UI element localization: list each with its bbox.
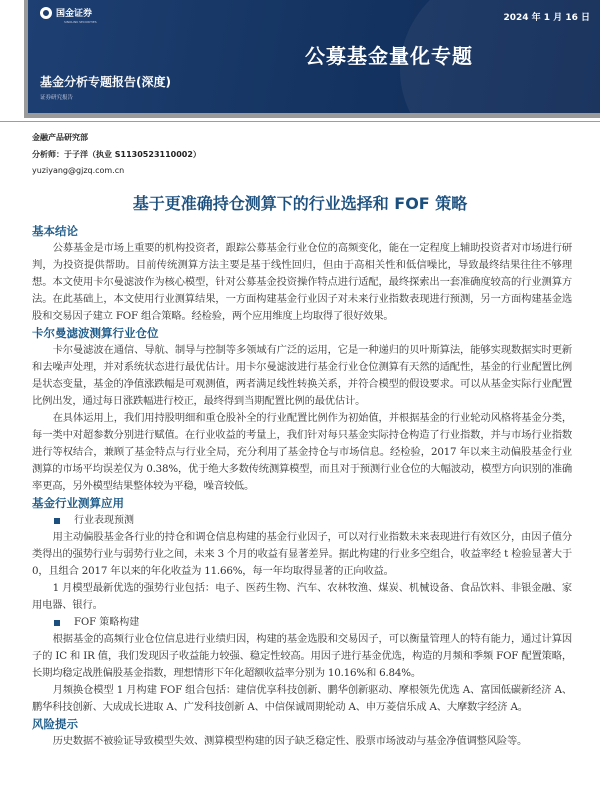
department: 金融产品研究部	[32, 133, 88, 142]
analyst-email[interactable]: yuziyang@gjzq.com.cn	[32, 166, 125, 175]
bullet-square-icon	[54, 620, 60, 626]
paragraph: 在具体运用上，我们用持股明细和重仓股补全的行业配置比例作为初始值，并根据基金的行业轮动风格将基金分类，每一类中对超参数分别进行赋值。在行业收益的考量上，我们针对每只基金实际持仓构造了行业指数，并与市场行业指数进行等权结合，兼顾了基金特点与行业全局，充分利用了基金持仓与市场信息。经检验，2017 年以来主动偏股基金行业测算的市场平均误差仅为 0.38%，优于绝大多数传统测算模型，而且对于预测行业仓位的大幅波动，模型方向识别的准确率更高，另外模型结果整体较为平稳，噪音较低。	[32, 412, 572, 492]
bullet-label: FOF 策略构建	[74, 617, 140, 628]
section-heading: 基本结论	[32, 224, 78, 238]
report-banner	[28, 0, 600, 113]
report-type: 证券研究报告	[40, 95, 74, 101]
report-body	[32, 223, 572, 750]
bullet-square-icon	[54, 518, 60, 524]
report-date: 2024 年 1 月 16 日	[503, 13, 590, 23]
divider	[0, 121, 600, 122]
analyst: 分析师：于子洋（执业 S1130523110002）	[32, 149, 201, 159]
paragraph: 历史数据不被验证导致模型失效、测算模型构建的因子缺乏稳定性、股票市场波动与基金净值调整风险等。	[52, 735, 528, 747]
banner-subtitle: 基金分析专题报告(深度)	[40, 75, 171, 89]
section-heading: 基金行业测算应用	[32, 496, 124, 510]
section-heading: 风险提示	[32, 717, 78, 731]
logo-name: 国金证券	[56, 9, 93, 19]
company-logo	[40, 6, 97, 24]
author-info	[32, 130, 201, 180]
paragraph: 根据基金的高频行业仓位信息进行业绩归因，构建的基金选股和交易因子，可以衡量管理人的特有能力，通过计算因子的 IC 和 IR 值，我们发现因子收益能力较强、稳定性较高。用因子进行基金优选，构造的月频和季频 FOF 配置策略，长期均稳定战胜偏股基金指数，理想情形下年化超额收益率分别为 10.16%和 6.84%。	[32, 633, 572, 679]
paragraph: 公募基金是市场上重要的机构投资者，跟踪公募基金行业仓位的高频变化，能在一定程度上辅助投资者对市场进行研判，为投资提供帮助。目前传统测算方法主要是基于线性回归，但由于高相关性和低信噪比，导致最终结果往往不够理想。本文使用卡尔曼滤波作为核心模型，针对公募基金投资操作特点进行适配，最终探索出一套准确度较高的行业测算方法。在此基础上，本文使用行业测算结果，一方面构建基金行业因子对未来行业指数表现进行预测，另一方面构建基金选股和交易因子建立 FOF 组合策略。经检验，两个应用维度上均取得了很好效果。	[32, 242, 572, 322]
bullet-label: 行业表现预测	[74, 515, 134, 526]
paragraph: 用主动偏股基金各行业的持仓和调仓信息构建的基金行业因子，可以对行业指数未来表现进行有效区分，由因子值分类得出的强势行业与弱势行业之间，未来 3 个月的收益有显著差异。据此构建的行业多空组合，收益率经 t 检验显著大于 0，且组合 2017 年以来的年化收益为 11.66%，每一年均取得显著的正向收益。	[32, 531, 572, 577]
logo-subtitle: SINOLINK SECURITIES	[64, 20, 97, 24]
paragraph: 月频换仓模型 1 月构建 FOF 组合包括：建信优享科技创新、鹏华创新驱动、摩根领先优选 A、富国低碳新经济 A、鹏华科技创新、大成成长进取 A、广发科技创新 A、中信保诚周期轮动 A、申万菱信乐成 A、大摩数字经济 A。	[32, 684, 572, 713]
paragraph: 卡尔曼滤波在通信、导航、制导与控制等多领域有广泛的运用，它是一种递归的贝叶斯算法，能够实现数据实时更新和去噪声处理，并对系统状态进行最优估计。用卡尔曼滤波进行基金行业仓位测算有天然的适配性，基金的行业配置比例是状态变量，基金的净值涨跌幅是可观测值，两者满足线性转换关系，并符合模型的假设要求。可以从基金实际行业配置比例出发，通过每日涨跌幅进行校正，最终得到当期配置比例的最优估计。	[32, 344, 572, 407]
document-title: 基于更准确持仓测算下的行业选择和 FOF 策略	[132, 194, 468, 213]
section-heading: 卡尔曼滤波测算行业仓位	[32, 326, 159, 340]
logo-mark-icon	[40, 7, 52, 19]
banner-title: 公募基金量化专题	[305, 44, 473, 68]
bullet-item	[32, 614, 572, 631]
bullet-item	[32, 512, 572, 529]
paragraph: 1 月模型最新优选的强势行业包括：电子、医药生物、汽车、农林牧渔、煤炭、机械设备、食品饮料、非银金融、家用电器、银行。	[32, 582, 572, 611]
